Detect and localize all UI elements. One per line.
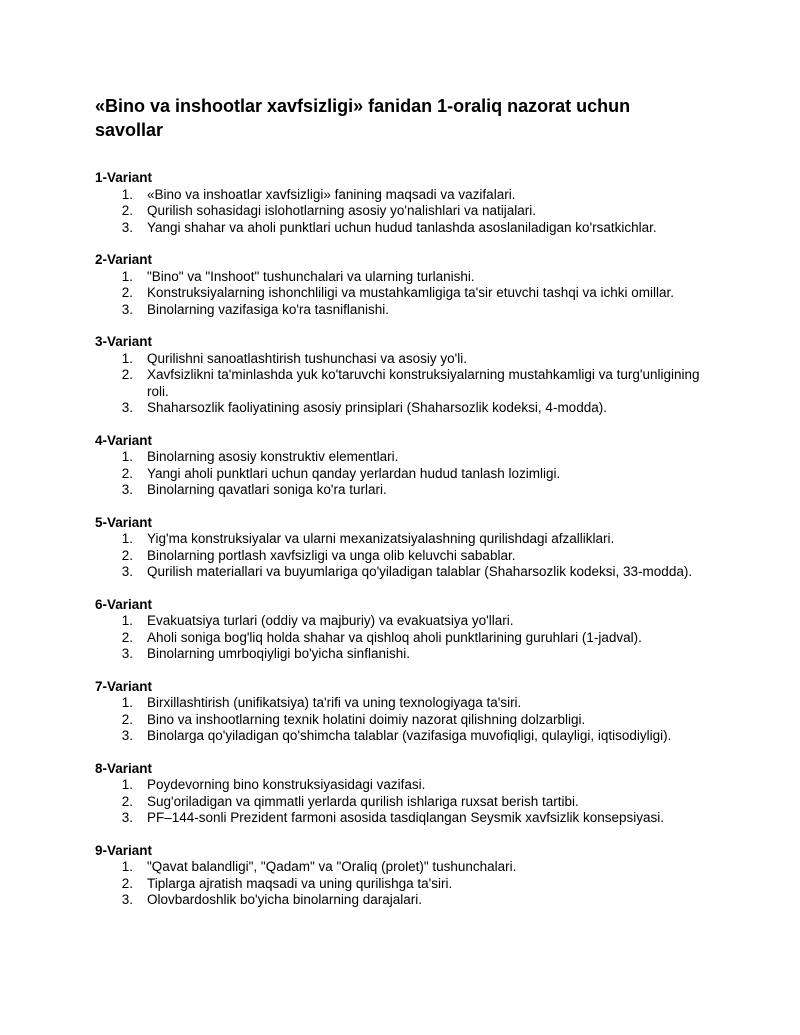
question-item [95,400,740,417]
question-item [95,531,740,548]
question-list [95,269,740,319]
question-text: Qurilish materiallari va buyumlariga qo'yiladigan talablar (Shaharsozlik kodeksi, 33-modda). [147,564,693,579]
question-item [95,285,740,302]
question-text: "Qavat balandligi", "Qadam" va "Oraliq (prolet)" tushunchalari. [147,859,517,874]
question-text: Binolarga qo'yiladigan qo'shimcha talablar (vazifasiga muvofiqligi, qulayligi, iqtisodiyligi). [147,728,672,743]
question-number: 3. [121,400,133,415]
number-gap [133,482,147,499]
number-gap [133,302,147,319]
variant-heading: 3-Variant [95,334,153,349]
number-gap [133,892,147,909]
number-gap [133,630,147,647]
question-number: 2. [121,367,133,382]
number-gap [133,728,147,745]
number-gap [133,449,147,466]
number-gap [133,367,147,400]
number-gap [133,269,147,286]
question-text: Qurilishni sanoatlashtirish tushunchasi va asosiy yo'li. [147,350,467,366]
question-number: 1. [121,449,133,464]
question-number: 1. [121,186,133,202]
question-number: 3. [121,301,133,317]
number-gap [133,564,147,581]
question-text: Binolarning umrboqiyligi bo'yicha sinflanishi. [147,646,410,661]
question-number: 3. [121,728,133,743]
question-item [95,564,740,581]
question-text: Binolarning vazifasiga ko'ra tasniflanishi. [147,301,389,317]
number-gap [133,810,147,827]
variant-heading: 4-Variant [95,432,153,448]
number-gap [133,548,147,565]
question-number: 3. [121,810,133,825]
page-title: «Bino va inshootlar xavfsizligi» fanidan 1-oraliq nazorat uchun savollar [95,96,631,140]
question-list [95,449,740,499]
question-item [95,203,740,220]
question-number: 3. [121,219,133,235]
question-item [95,613,740,630]
question-list [95,351,740,417]
question-item [95,548,740,565]
number-gap [133,712,147,729]
question-number: 1. [121,859,133,874]
question-list [95,695,740,745]
question-number: 2. [121,285,133,300]
question-item [95,646,740,663]
variant-section [95,679,740,745]
variant-heading: 1-Variant [95,170,153,185]
variant-heading: 8-Variant [95,760,153,776]
question-list [95,613,740,663]
question-number: 2. [121,875,133,891]
question-number: 1. [121,777,133,792]
variant-heading: 9-Variant [95,842,153,858]
question-text: Bino va inshootlarning texnik holatini doimiy nazorat qilishning dolzarbligi. [147,711,586,727]
variant-section [95,761,740,827]
question-text: Aholi soniga bog'liq holda shahar va qishloq aholi punktlarining guruhlari (1-jadval). [147,629,642,645]
question-number: 1. [121,268,133,284]
question-text: Qurilish sohasidagi islohotlarning asosiy yo'nalishlari va natijalari. [147,203,537,218]
number-gap [133,794,147,811]
question-text: Xavfsizlikni ta'minlashda yuk ko'taruvchi konstruksiyalarning mustahkamligi va turg'unligining roli. [147,367,700,399]
variant-heading: 7-Variant [95,678,153,694]
question-item [95,630,740,647]
question-list [95,777,740,827]
number-gap [133,220,147,237]
question-text: Konstruksiyalarning ishonchliligi va mustahkamligiga ta'sir etuvchi tashqi va ichki omillar. [147,285,675,300]
question-text: Yangi shahar va aholi punktlari uchun hudud tanlashda asoslaniladigan ko'rsatkichlar. [147,219,657,235]
question-item [95,859,740,876]
question-list [95,859,740,909]
question-item [95,187,740,204]
number-gap [133,531,147,548]
question-number: 1. [121,350,133,366]
question-number: 3. [121,892,133,907]
question-text: Tiplarga ajratish maqsadi va uning qurilishga ta'siri. [147,875,453,891]
question-number: 2. [121,629,133,645]
question-number: 2. [121,547,133,563]
number-gap [133,646,147,663]
question-item [95,810,740,827]
question-item [95,482,740,499]
question-item [95,712,740,729]
number-gap [133,876,147,893]
number-gap [133,613,147,630]
question-item [95,728,740,745]
variant-heading: 2-Variant [95,252,153,267]
question-text: Birxillashtirish (unifikatsiya) ta'rifi va uning texnologiyaga ta'siri. [147,695,522,710]
variant-section [95,334,740,417]
question-list [95,187,740,237]
question-text: Yig'ma konstruksiyalar va ularni mexanizatsiyalashning qurilishdagi afzalliklari. [147,531,615,546]
variant-section [95,597,740,663]
question-item [95,367,740,400]
question-list [95,531,740,581]
variant-heading: 6-Variant [95,596,153,612]
variant-section [95,252,740,318]
question-number: 2. [121,711,133,727]
number-gap [133,695,147,712]
question-item [95,302,740,319]
number-gap [133,203,147,220]
question-item [95,876,740,893]
question-number: 3. [121,646,133,661]
number-gap [133,777,147,794]
variant-heading: 5-Variant [95,514,153,530]
variant-section [95,515,740,581]
question-text: Olovbardoshlik bo'yicha binolarning darajalari. [147,892,422,907]
question-number: 2. [121,203,133,218]
question-text: Sug'oriladigan va qimmatli yerlarda qurilish ishlariga ruxsat berish tartibi. [147,793,579,809]
variant-section [95,170,740,236]
question-number: 3. [121,564,133,579]
question-text: Evakuatsiya turlari (oddiy va majburiy) va evakuatsiya yo'llari. [147,613,514,628]
question-text: «Bino va inshoatlar xavfsizligi» fanining maqsadi va vazifalari. [147,186,516,202]
question-text: PF–144-sonli Prezident farmoni asosida tasdiqlangan Seysmik xavfsizlik konsepsiyasi. [147,810,664,825]
question-text: Poydevorning bino konstruksiyasidagi vazifasi. [147,777,426,792]
number-gap [133,400,147,417]
question-text: Yangi aholi punktlari uchun qanday yerlardan hudud tanlash lozimligi. [147,465,561,481]
question-item [95,777,740,794]
question-text: "Bino" va "Inshoot" tushunchalari va ularning turlanishi. [147,268,475,284]
question-item [95,466,740,483]
question-number: 3. [121,482,133,497]
number-gap [133,187,147,204]
question-number: 1. [121,695,133,710]
question-item [95,794,740,811]
number-gap [133,859,147,876]
question-number: 1. [121,531,133,546]
variant-section [95,433,740,499]
question-text: Shaharsozlik faoliyatining asosiy prinsiplari (Shaharsozlik kodeksi, 4-modda). [147,400,607,415]
question-item [95,695,740,712]
question-text: Binolarning asosiy konstruktiv elementlari. [147,449,399,464]
number-gap [133,285,147,302]
question-number: 2. [121,793,133,809]
question-text: Binolarning qavatlari soniga ko'ra turlari. [147,482,387,497]
question-number: 2. [121,465,133,481]
question-text: Binolarning portlash xavfsizligi va unga olib keluvchi sabablar. [147,547,516,563]
question-item [95,449,740,466]
number-gap [133,466,147,483]
variants-container [95,170,740,909]
question-item [95,269,740,286]
question-item [95,351,740,368]
question-item [95,892,740,909]
question-number: 1. [121,613,133,628]
question-item [95,220,740,237]
variant-section [95,843,740,909]
number-gap [133,351,147,368]
